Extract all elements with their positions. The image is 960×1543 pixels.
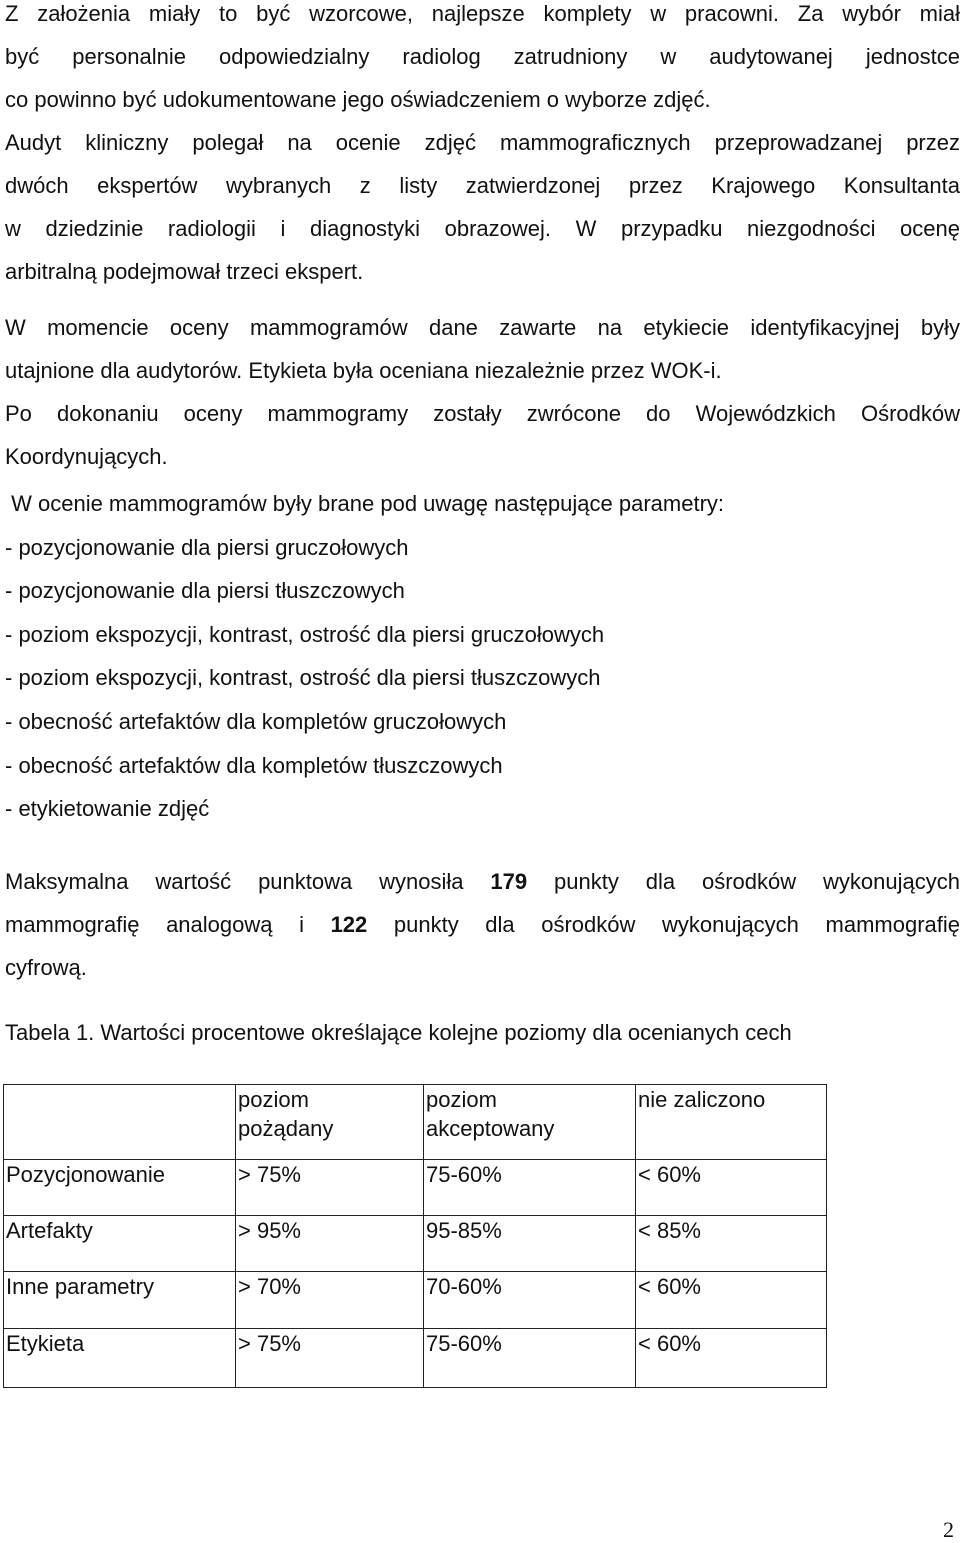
list-item: - etykietowanie zdjęć <box>5 796 210 822</box>
header-text: poziom <box>426 1087 497 1112</box>
table-cell: 75-60% <box>424 1160 636 1216</box>
table-cell: < 60% <box>636 1272 827 1329</box>
list-item: - poziom ekspozycji, kontrast, ostrość dla piersi gruczołowych <box>5 621 605 647</box>
header-text: pożądany <box>238 1116 334 1141</box>
table-cell: Etykieta <box>4 1329 236 1388</box>
text-line: cyfrową. <box>5 955 87 980</box>
text-fragment: Maksymalna wartość punktowa wynosiła <box>5 869 491 894</box>
table-cell: Artefakty <box>4 1216 236 1272</box>
table-cell: 75-60% <box>424 1329 636 1388</box>
list-item: - obecność artefaktów dla kompletów gruczołowych <box>5 708 507 734</box>
text-line: w dziedzinie radiologii i diagnostyki obrazowej. W przypadku niezgodności ocenę <box>5 216 960 241</box>
table-cell: Inne parametry <box>4 1272 236 1329</box>
table-cell: 95-85% <box>424 1216 636 1272</box>
table-cell: < 60% <box>636 1329 827 1388</box>
list-item: - obecność artefaktów dla kompletów tłuszczowych <box>5 752 503 778</box>
text-line: Po dokonaniu oceny mammogramy zostały zwrócone do Wojewódzkich Ośrodków <box>5 401 960 426</box>
table-cell: > 75% <box>236 1329 424 1388</box>
table-header-row <box>4 1085 827 1160</box>
table-row <box>4 1216 827 1272</box>
text-line: co powinno być udokumentowane jego oświadczeniem o wyborze zdjęć. <box>5 87 711 112</box>
table-cell: > 75% <box>236 1160 424 1216</box>
page-number: 2 <box>943 1517 954 1542</box>
table-header-cell <box>236 1085 424 1160</box>
table-header-cell: nie zaliczono <box>636 1085 827 1160</box>
paragraph-anonymization <box>5 306 960 478</box>
table-cell: Pozycjonowanie <box>4 1160 236 1216</box>
text-line: utajnione dla audytorów. Etykieta była oceniana niezależnie przez WOK-i. <box>5 358 722 383</box>
list-item: - poziom ekspozycji, kontrast, ostrość dla piersi tłuszczowych <box>5 665 601 691</box>
text-line: dwóch ekspertów wybranych z listy zatwierdzonej przez Krajowego Konsultanta <box>5 173 960 198</box>
table-row <box>4 1272 827 1329</box>
header-text: poziom <box>238 1087 309 1112</box>
table-header-cell <box>4 1085 236 1160</box>
text-fragment: mammografię analogową i <box>5 912 331 937</box>
text-line: W momencie oceny mammogramów dane zawarte na etykiecie identyfikacyjnej były <box>5 315 960 340</box>
list-intro: W ocenie mammogramów były brane pod uwagę następujące parametry: <box>5 491 725 516</box>
text-line: Koordynujących. <box>5 444 168 469</box>
table-header-cell <box>424 1085 636 1160</box>
table-cell: 70-60% <box>424 1272 636 1329</box>
text-line: Audyt kliniczny polegał na ocenie zdjęć mammograficznych przeprowadzanej przez <box>5 130 960 155</box>
paragraph-intro <box>5 0 960 293</box>
header-text: akceptowany <box>426 1116 555 1141</box>
table-cell: < 85% <box>636 1216 827 1272</box>
table-cell: > 95% <box>236 1216 424 1272</box>
paragraph-max-points <box>5 860 960 989</box>
table-cell: < 60% <box>636 1160 827 1216</box>
list-item: - pozycjonowanie dla piersi gruczołowych <box>5 534 409 560</box>
text-fragment: punkty dla ośrodków wykonujących <box>527 869 960 894</box>
thresholds-table <box>3 1084 827 1388</box>
text-line: być personalnie odpowiedzialny radiolog zatrudniony w audytowanej jednostce <box>5 44 960 69</box>
text-line <box>5 860 960 903</box>
points-digital: 122 <box>330 912 368 937</box>
table-row <box>4 1160 827 1216</box>
list-item: - pozycjonowanie dla piersi tłuszczowych <box>5 578 405 604</box>
table-cell: > 70% <box>236 1272 424 1329</box>
text-line: Z założenia miały to być wzorcowe, najlepsze komplety w pracowni. Za wybór miał <box>5 1 960 26</box>
table-caption: Tabela 1. Wartości procentowe określające kolejne poziomy dla ocenianych cech <box>5 1020 792 1045</box>
text-line: arbitralną podejmował trzeci ekspert. <box>5 259 364 284</box>
parameter-list <box>5 482 724 831</box>
points-analog: 179 <box>490 869 528 894</box>
table-row <box>4 1329 827 1388</box>
text-fragment: punkty dla ośrodków wykonujących mammografię <box>367 912 960 937</box>
text-line <box>5 903 960 946</box>
